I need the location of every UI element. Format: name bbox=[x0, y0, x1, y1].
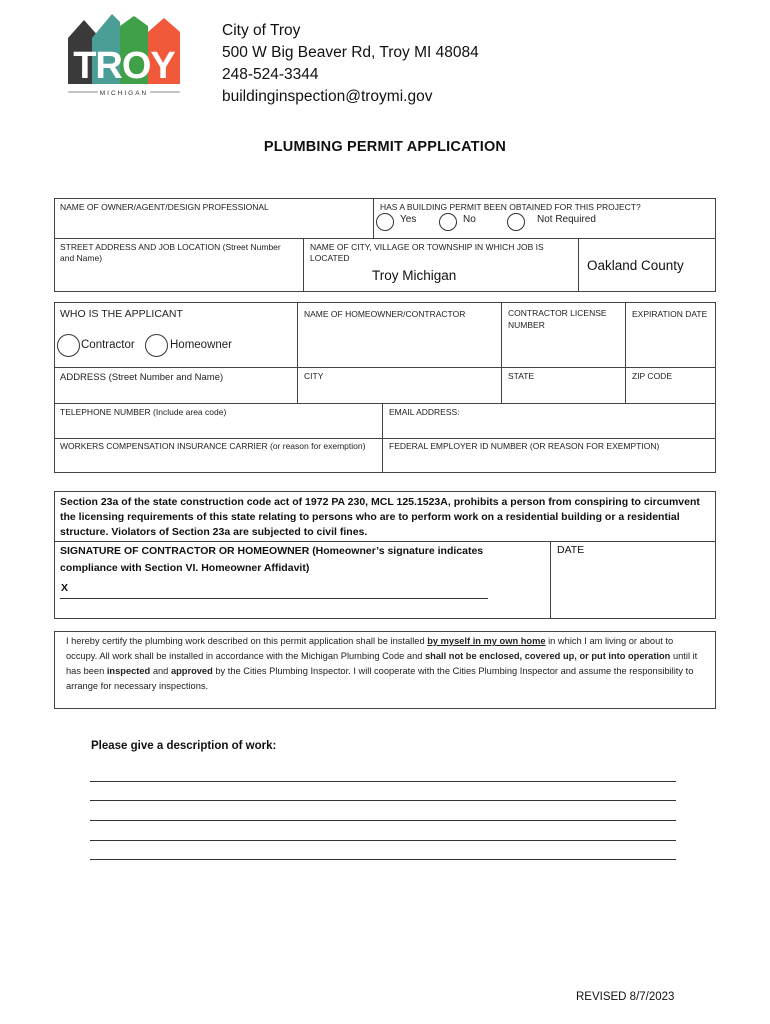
city-of-troy-logo bbox=[64, 8, 184, 100]
revision-date: REVISED 8/7/2023 bbox=[576, 991, 675, 1003]
contact-block bbox=[222, 20, 479, 108]
city-label: CITY bbox=[304, 371, 324, 381]
page-title: PLUMBING PERMIT APPLICATION bbox=[263, 139, 507, 155]
signature-line[interactable] bbox=[60, 598, 488, 599]
permit-yes-label: Yes bbox=[400, 214, 417, 225]
org-phone: 248-524-3344 bbox=[222, 66, 319, 83]
address-label: ADDRESS (Street Number and Name) bbox=[60, 372, 224, 383]
org-name: City of Troy bbox=[222, 22, 301, 39]
svg-text:TROY: TROY bbox=[73, 45, 175, 87]
org-address: 500 W Big Beaver Rd, Troy MI 48084 bbox=[222, 44, 479, 61]
city-township-value[interactable]: Troy Michigan bbox=[372, 268, 457, 283]
signature-x-mark: X bbox=[61, 582, 69, 594]
description-prompt: Please give a description of work: bbox=[91, 740, 277, 752]
svg-text:MICHIGAN: MICHIGAN bbox=[99, 90, 149, 97]
owner-label: NAME OF OWNER/AGENT/DESIGN PROFESSIONAL bbox=[60, 202, 269, 212]
homeowner-contractor-name-label: NAME OF HOMEOWNER/CONTRACTOR bbox=[304, 309, 466, 319]
street-address-label: STREET ADDRESS AND JOB LOCATION (Street Number and Name) bbox=[60, 242, 281, 263]
date-label: DATE bbox=[557, 544, 585, 556]
applicant-label: WHO IS THE APPLICANT bbox=[60, 308, 183, 320]
org-email[interactable]: buildinginspection@troymi.gov bbox=[222, 88, 433, 105]
description-line-4[interactable] bbox=[90, 840, 676, 841]
zip-code-label: ZIP CODE bbox=[632, 371, 672, 381]
workers-comp-label: WORKERS COMPENSATION INSURANCE CARRIER (or reason for exemption) bbox=[60, 441, 366, 451]
expiration-date-label: EXPIRATION DATE bbox=[632, 309, 708, 319]
signature-label: SIGNATURE OF CONTRACTOR OR HOMEOWNER (Homeowner’s signature indicates compliance with Section VI. Homeowner Affidavit) bbox=[60, 545, 484, 574]
permit-question-label: HAS A BUILDING PERMIT BEEN OBTAINED FOR THIS PROJECT? bbox=[380, 202, 641, 212]
description-line-1[interactable] bbox=[90, 781, 676, 782]
description-line-5[interactable] bbox=[90, 859, 676, 860]
permit-no-label: No bbox=[463, 214, 476, 225]
contractor-license-label: CONTRACTOR LICENSE NUMBER bbox=[508, 308, 607, 330]
permit-no-radio[interactable] bbox=[439, 213, 457, 231]
legal-notice: Section 23a of the state construction code act of 1972 PA 230, MCL 125.1523A, prohibits a person from conspiring to circumvent the licensing requirements of this state relating to persons who are to perform work on a residential building or a residential structure. Violators of Section 23a are subjected to civil fines. bbox=[60, 496, 700, 538]
applicant-contractor-radio[interactable] bbox=[57, 334, 80, 357]
applicant-contractor-label: Contractor bbox=[81, 339, 135, 351]
description-line-2[interactable] bbox=[90, 800, 676, 801]
federal-employer-id-label: FEDERAL EMPLOYER ID NUMBER (OR REASON FOR EXEMPTION) bbox=[389, 441, 660, 451]
applicant-homeowner-label: Homeowner bbox=[170, 339, 232, 351]
state-label: STATE bbox=[508, 371, 535, 381]
description-line-3[interactable] bbox=[90, 820, 676, 821]
email-label: EMAIL ADDRESS: bbox=[389, 407, 460, 417]
county-value[interactable]: Oakland County bbox=[587, 258, 684, 273]
certification-text: I hereby certify the plumbing work described on this permit application shall be installed by myself in my own home in which I am living or about to occupy. All work shall be installed in accordance with the Michigan Plumbing Code and shall not be enclosed, covered up, or put into operation until it has been inspected and approved by the Cities Plumbing Inspector. I will cooperate with the Cities Plumbing Inspector and assume the responsibility to arrange for necessary inspections. bbox=[66, 636, 698, 691]
permit-not-required-radio[interactable] bbox=[507, 213, 525, 231]
permit-yes-radio[interactable] bbox=[376, 213, 394, 231]
telephone-label: TELEPHONE NUMBER (Include area code) bbox=[60, 407, 227, 417]
permit-not-required-label: Not Required bbox=[537, 214, 596, 225]
city-township-label: NAME OF CITY, VILLAGE OR TOWNSHIP IN WHICH JOB IS LOCATED bbox=[310, 242, 544, 263]
applicant-homeowner-radio[interactable] bbox=[145, 334, 168, 357]
